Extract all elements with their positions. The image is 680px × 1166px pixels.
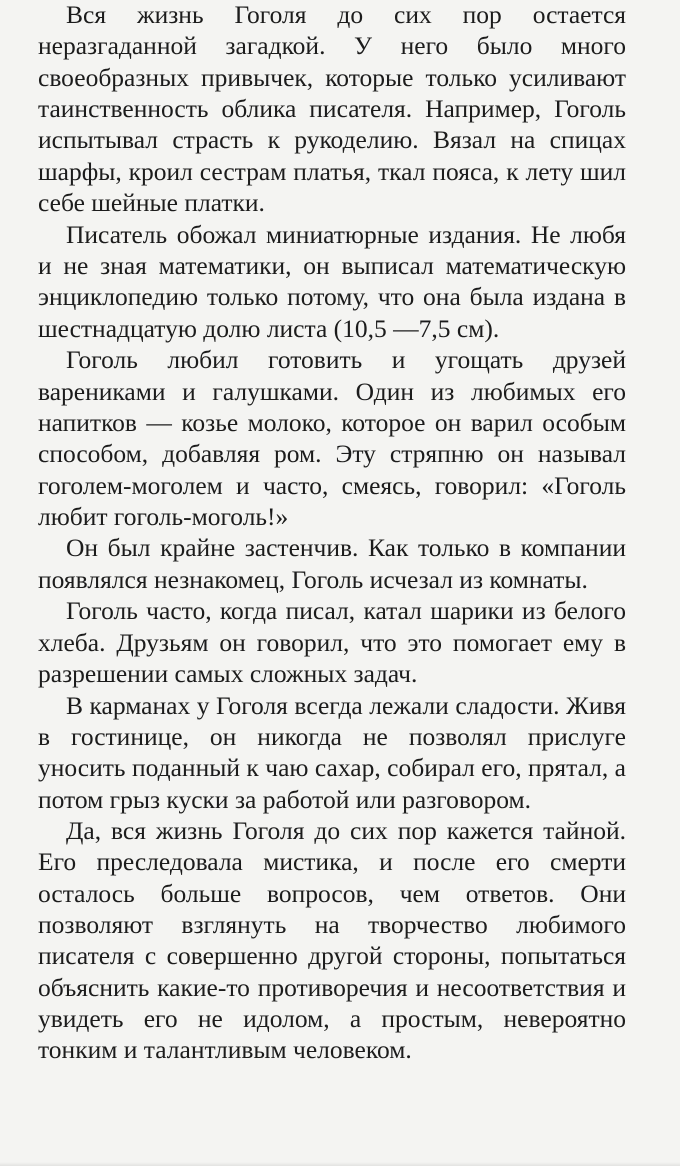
paragraph-1: Вся жизнь Гоголя до сих пор остается неразгаданной загадкой. У него было много своеобразных привычек, которые только усиливают таинственность облика писателя. Например, Гоголь испытывал страсть к рукоделию. Вязал на спицах шарфы, кроил сестрам платья, ткал пояса, к лету шил себе шейные платки.: [38, 0, 626, 218]
paragraph-6: В карманах у Гоголя всегда лежали сладости. Живя в гостинице, он никогда не позволял прислуге уносить поданный к чаю сахар, собирал его, прятал, а потом грыз куски за работой или разговором.: [38, 690, 626, 814]
article-body: [38, 0, 626, 1066]
paragraph-4: Он был крайне застенчив. Как только в компании появлялся незнакомец, Гоголь исчезал из комнаты.: [38, 533, 626, 594]
paragraph-7: Да, вся жизнь Гоголя до сих пор кажется тайной. Его преследовала мистика, и после его смерти осталось больше вопросов, чем ответов. Они позволяют взглянуть на творчество любимого писателя с совершенно другой стороны, попытаться объяснить какие-то противоречия и несоответствия и увидеть его не идолом, а простым, невероятно тонким и талантливым человеком.: [38, 816, 626, 1065]
paragraph-5: Гоголь часто, когда писал, катал шарики из белого хлеба. Друзьям он говорил, что это помогает ему в разрешении самых сложных задач.: [38, 596, 626, 688]
paragraph-2: Писатель обожал миниатюрные издания. Не любя и не зная математики, он выписал математическую энциклопедию только потому, что она была издана в шестнадцатую долю листа (10,5 —7,5 см).: [38, 219, 626, 343]
page-bottom-shadow: [0, 1162, 680, 1166]
paragraph-3: Гоголь любил готовить и угощать друзей варениками и галушками. Один из любимых его напитков — козье молоко, которое он варил особым способом, добавляя ром. Эту стряпню он называл гоголем-моголем и часто, смеясь, говорил: «Гоголь любит гоголь-моголь!»: [38, 345, 626, 531]
